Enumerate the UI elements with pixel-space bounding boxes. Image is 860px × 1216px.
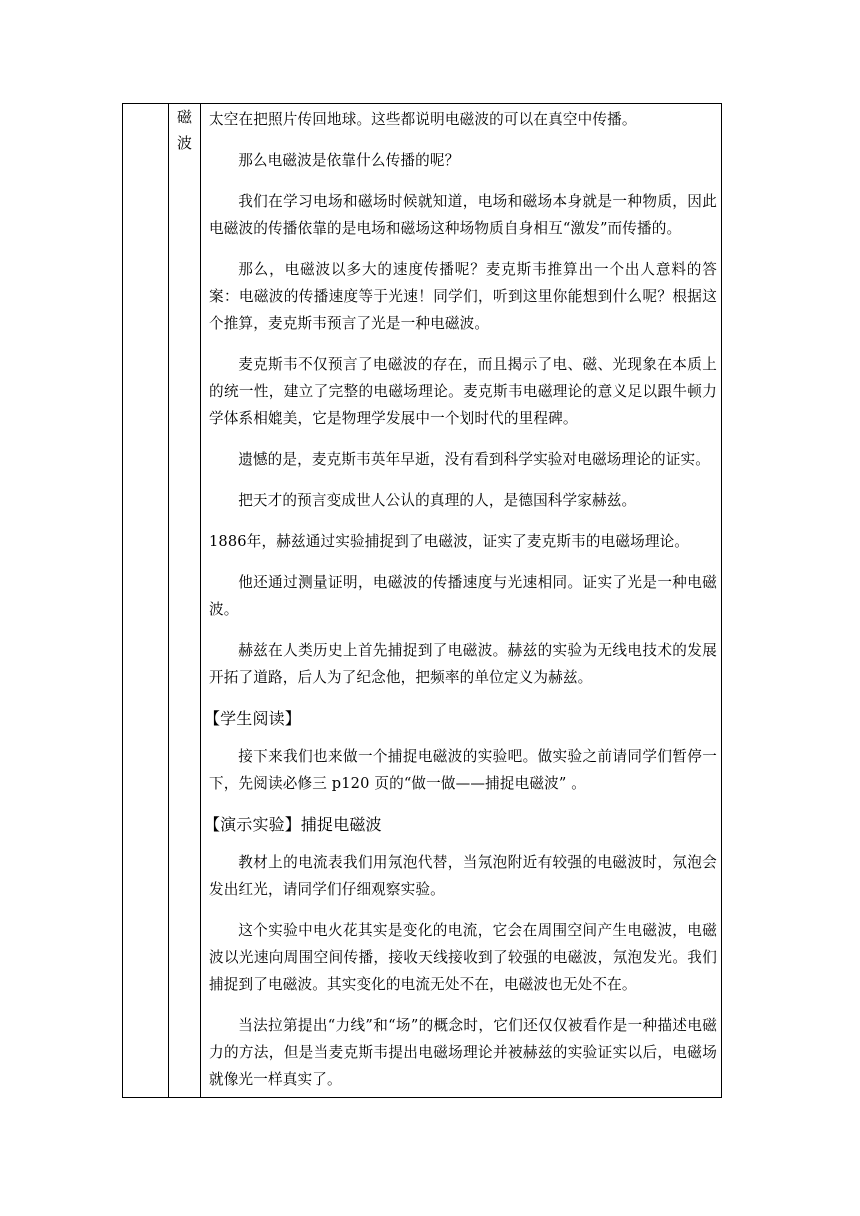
paragraph-10: 赫兹在人类历史上首先捕捉到了电磁波。赫兹的实验为无线电技术的发展开拓了道路，后人为了纪念他，把频率的单位定义为赫兹。: [209, 642, 717, 686]
lesson-content: [204, 106, 717, 1107]
paragraph-2: 那么电磁波是依靠什么传播的呢？: [238, 152, 460, 169]
paragraph-1: 太空在把照片传回地球。这些都说明电磁波的可以在真空中传播。: [209, 111, 637, 128]
column-divider-2: [200, 104, 201, 1097]
paragraph-4: 那么，电磁波以多大的速度传播呢？麦克斯韦推算出一个出人意料的答案：电磁波的传播速度等于光速！同学们，听到这里你能想到什么呢？根据这个推算，麦克斯韦预言了光是一种电磁波。: [209, 261, 717, 332]
side-label-char-2: 波: [176, 134, 192, 152]
demo-heading: 【演示实验】捕捉电磁波: [204, 815, 382, 834]
demo-paragraph-1: 教材上的电流表我们用氖泡代替，当氖泡附近有较强的电磁波时，氖泡会发出红光，请同学们仔细观察实验。: [209, 854, 717, 898]
demo-paragraph-2: 这个实验中电火花其实是变化的电流，它会在周围空间产生电磁波，电磁波以光速向周围空间传播，接收天线接收到了较强的电磁波，氖泡发光。我们捕捉到了电磁波。其实变化的电流无处不在，电磁波也无处不在。: [209, 922, 717, 993]
reading-paragraph: 接下来我们也来做一个捕捉电磁波的实验吧。做实验之前请同学们暂停一下，先阅读必修三 p120 页的“做一做——捕捉电磁波” 。: [209, 748, 717, 792]
section-side-label: [169, 104, 200, 156]
reading-heading: 【学生阅读】: [204, 709, 301, 728]
lesson-table: [122, 103, 722, 1098]
paragraph-5: 麦克斯韦不仅预言了电磁波的存在，而且揭示了电、磁、光现象在本质上的统一性，建立了完整的电磁场理论。麦克斯韦电磁理论的意义足以跟牛顿力学体系相媲美，它是物理学发展中一个划时代的里程碑。: [209, 356, 717, 427]
paragraph-3: 我们在学习电场和磁场时候就知道，电场和磁场本身就是一种物质，因此电磁波的传播依靠的是电场和磁场这种场物质自身相互“激发”而传播的。: [209, 193, 717, 237]
paragraph-9: 他还通过测量证明，电磁波的传播速度与光速相同。证实了光是一种电磁波。: [209, 574, 717, 618]
paragraph-8: 1886年，赫兹通过实验捕捉到了电磁波，证实了麦克斯韦的电磁场理论。: [209, 533, 690, 550]
column-divider-1: [168, 104, 169, 1097]
paragraph-7: 把天才的预言变成世人公认的真理的人，是德国科学家赫兹。: [238, 492, 637, 509]
paragraph-6: 遗憾的是，麦克斯韦英年早逝，没有看到科学实验对电磁场理论的证实。: [238, 451, 710, 468]
side-label-char-1: 磁: [176, 108, 192, 126]
demo-paragraph-3: 当法拉第提出“力线”和“场”的概念时，它们还仅仅被看作是一种描述电磁力的方法，但是当麦克斯韦提出电磁场理论并被赫兹的实验证实以后，电磁场就像光一样真实了。: [209, 1017, 717, 1088]
